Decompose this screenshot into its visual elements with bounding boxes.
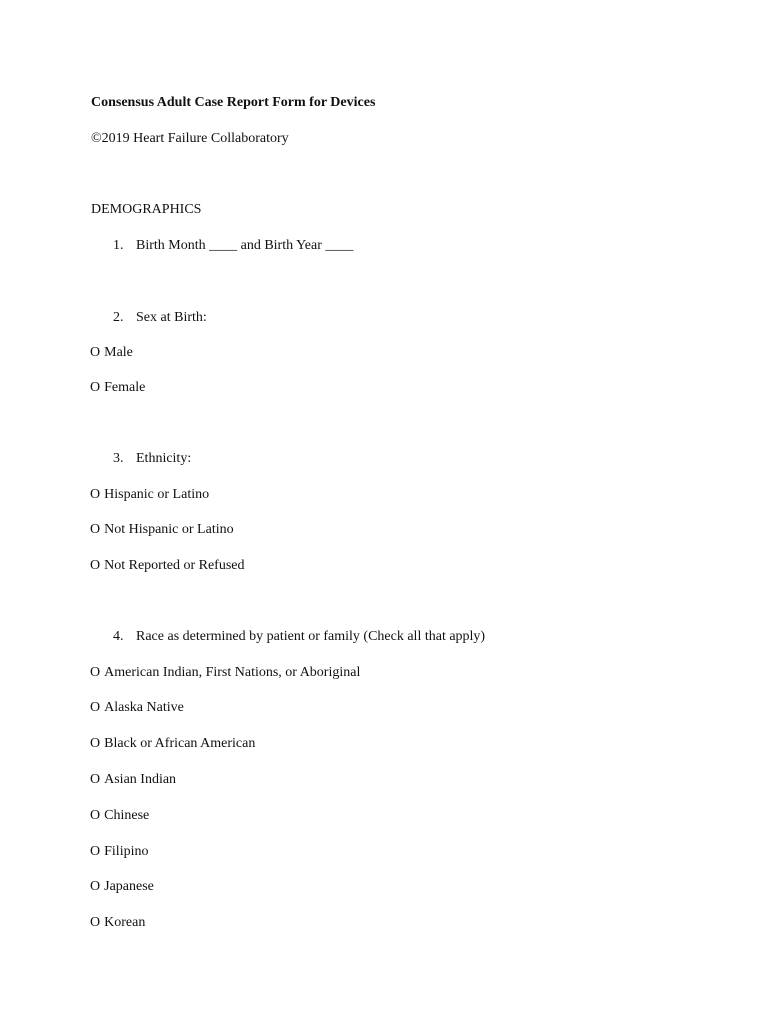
option-race-filipino[interactable] bbox=[90, 843, 148, 861]
option-label: Japanese bbox=[104, 879, 154, 894]
option-race-korean[interactable] bbox=[90, 914, 145, 932]
option-label: Asian Indian bbox=[104, 772, 177, 787]
option-ethnicity-hispanic[interactable] bbox=[90, 486, 209, 504]
option-marker: O bbox=[90, 700, 101, 715]
section-heading: DEMOGRAPHICS bbox=[91, 202, 202, 217]
question-4 bbox=[113, 628, 485, 646]
option-marker: O bbox=[90, 915, 101, 930]
copyright-notice: ©2019 Heart Failure Collaboratory bbox=[91, 131, 289, 146]
question-text: Ethnicity: bbox=[136, 451, 192, 466]
option-marker: O bbox=[90, 522, 101, 537]
question-3 bbox=[113, 450, 191, 468]
option-marker: O bbox=[90, 879, 101, 894]
option-race-alaska-native[interactable] bbox=[90, 699, 184, 717]
question-number: 3. bbox=[113, 451, 124, 466]
question-text: Race as determined by patient or family (Check all that apply) bbox=[136, 629, 486, 644]
option-race-black[interactable] bbox=[90, 735, 255, 753]
option-label: American Indian, First Nations, or Aboriginal bbox=[104, 665, 361, 680]
option-race-japanese[interactable] bbox=[90, 878, 154, 896]
option-marker: O bbox=[90, 345, 101, 360]
question-number: 4. bbox=[113, 629, 124, 644]
option-ethnicity-not-hispanic[interactable] bbox=[90, 521, 234, 539]
option-label: Female bbox=[104, 380, 146, 395]
option-marker: O bbox=[90, 558, 101, 573]
question-number: 2. bbox=[113, 310, 124, 325]
question-1 bbox=[113, 237, 353, 255]
option-race-american-indian[interactable] bbox=[90, 664, 360, 682]
option-label: Male bbox=[104, 345, 133, 360]
option-marker: O bbox=[90, 665, 101, 680]
option-marker: O bbox=[90, 844, 101, 859]
option-label: Black or African American bbox=[104, 736, 256, 751]
option-label: Chinese bbox=[104, 808, 150, 823]
option-label: Korean bbox=[104, 915, 146, 930]
question-2 bbox=[113, 309, 207, 327]
option-label: Hispanic or Latino bbox=[104, 487, 210, 502]
option-sex-female[interactable] bbox=[90, 379, 145, 397]
option-marker: O bbox=[90, 772, 101, 787]
option-label: Not Reported or Refused bbox=[104, 558, 245, 573]
question-text: Birth Month ____ and Birth Year ____ bbox=[136, 238, 354, 253]
option-label: Filipino bbox=[104, 844, 149, 859]
question-text: Sex at Birth: bbox=[136, 310, 207, 325]
option-marker: O bbox=[90, 736, 101, 751]
option-marker: O bbox=[90, 487, 101, 502]
option-sex-male[interactable] bbox=[90, 344, 133, 362]
option-race-chinese[interactable] bbox=[90, 807, 149, 825]
option-marker: O bbox=[90, 808, 101, 823]
option-label: Alaska Native bbox=[104, 700, 184, 715]
option-label: Not Hispanic or Latino bbox=[104, 522, 234, 537]
question-number: 1. bbox=[113, 238, 124, 253]
option-race-asian-indian[interactable] bbox=[90, 771, 176, 789]
option-ethnicity-not-reported[interactable] bbox=[90, 557, 244, 575]
document-title: Consensus Adult Case Report Form for Devices bbox=[91, 95, 376, 110]
option-marker: O bbox=[90, 380, 101, 395]
